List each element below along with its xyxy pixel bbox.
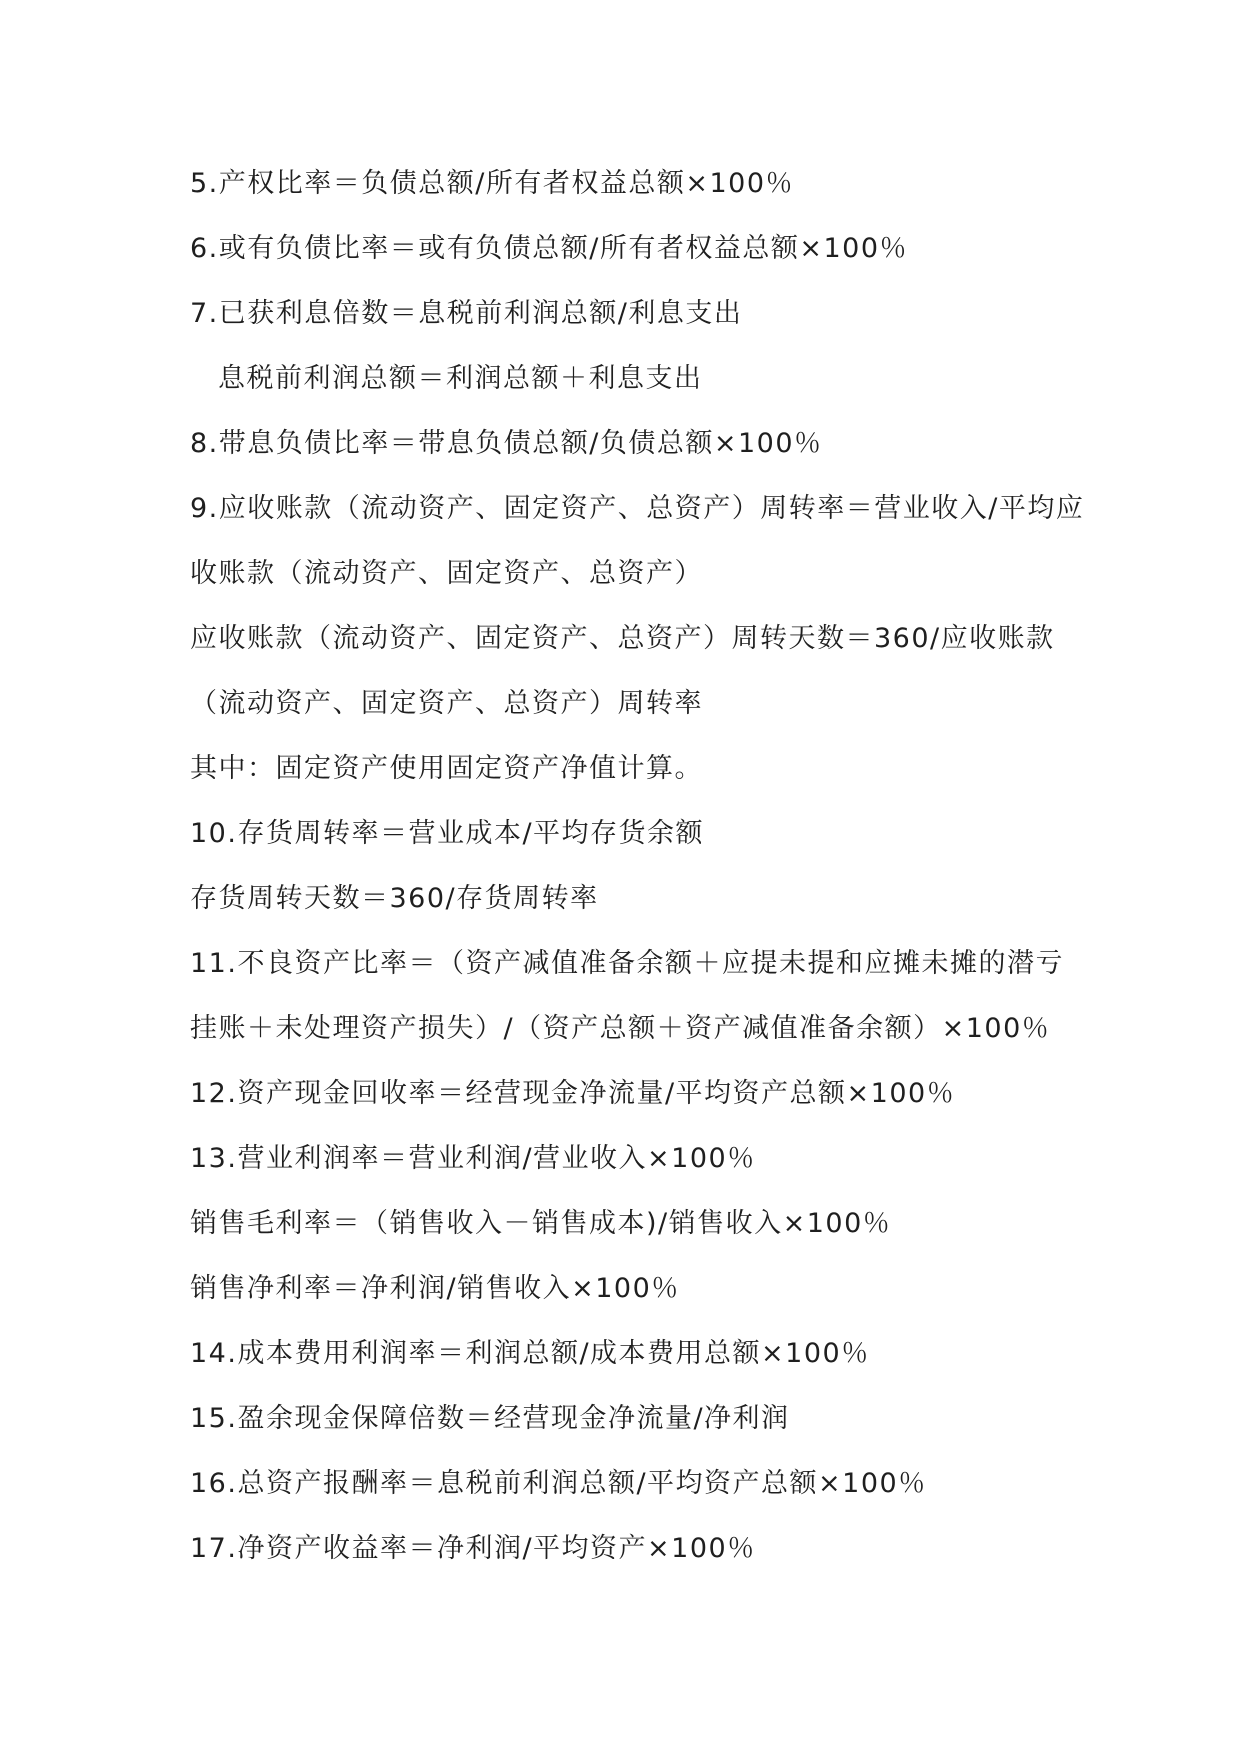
formula-line: 16.总资产报酬率＝息税前利润总额/平均资产总额×100％ [190, 1468, 927, 1499]
formula-line: 15.盈余现金保障倍数＝经营现金净流量/净利润 [190, 1403, 790, 1434]
formula-line: 6.或有负债比率＝或有负债总额/所有者权益总额×100％ [190, 233, 909, 264]
formula-line: 其中：固定资产使用固定资产净值计算。 [190, 753, 703, 784]
formula-line: （流动资产、固定资产、总资产）周转率 [190, 688, 703, 719]
formula-line: 8.带息负债比率＝带息负债总额/负债总额×100％ [190, 428, 823, 459]
formula-line: 息税前利润总额＝利润总额＋利息支出 [218, 363, 703, 394]
formula-line: 存货周转天数＝360/存货周转率 [190, 883, 599, 914]
formula-line: 13.营业利润率＝营业利润/营业收入×100％ [190, 1143, 756, 1174]
formula-line: 11.不良资产比率＝（资产减值准备余额＋应提未提和应摊未摊的潜亏 [190, 948, 1064, 979]
formula-line: 挂账＋未处理资产损失）/（资产总额＋资产减值准备余额）×100％ [190, 1013, 1051, 1044]
formula-line: 17.净资产收益率＝净利润/平均资产×100％ [190, 1533, 756, 1564]
formula-line: 收账款（流动资产、固定资产、总资产） [190, 558, 703, 589]
formula-line: 7.已获利息倍数＝息税前利润总额/利息支出 [190, 298, 743, 329]
formula-line: 销售净利率＝净利润/销售收入×100％ [190, 1273, 680, 1304]
formula-line: 应收账款（流动资产、固定资产、总资产）周转天数＝360/应收账款 [190, 623, 1055, 654]
formula-line: 14.成本费用利润率＝利润总额/成本费用总额×100％ [190, 1338, 870, 1369]
formula-line: 销售毛利率＝（销售收入－销售成本)/销售收入×100％ [190, 1208, 892, 1239]
formula-line: 9.应收账款（流动资产、固定资产、总资产）周转率＝营业收入/平均应 [190, 493, 1085, 524]
formula-line: 10.存货周转率＝营业成本/平均存货余额 [190, 818, 705, 849]
formula-line: 5.产权比率＝负债总额/所有者权益总额×100％ [190, 168, 795, 199]
formula-line: 12.资产现金回收率＝经营现金净流量/平均资产总额×100％ [190, 1078, 956, 1109]
